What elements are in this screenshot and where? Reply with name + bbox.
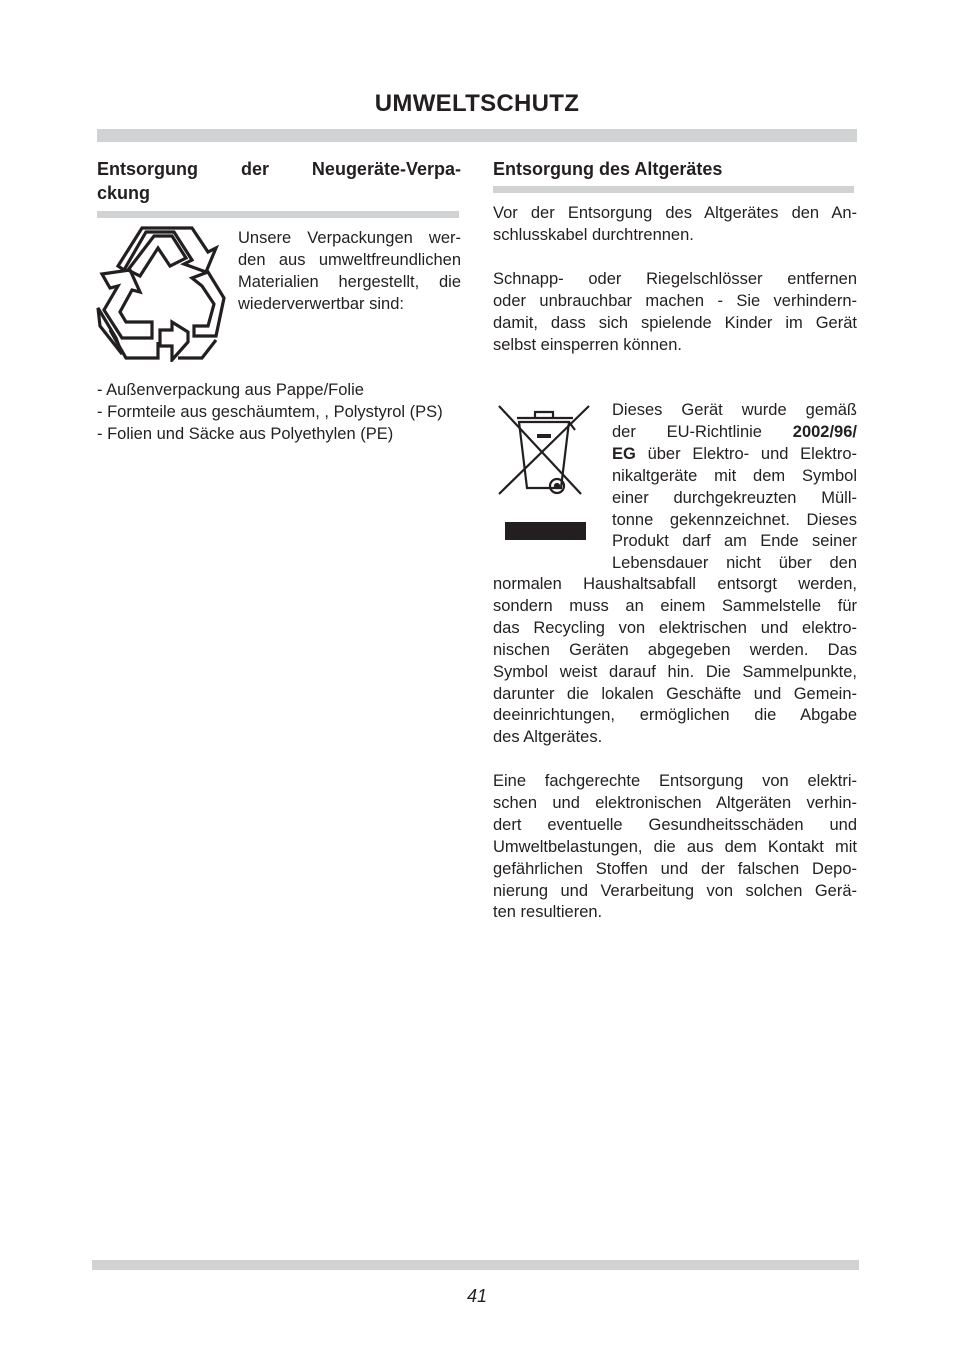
- weee-eg-line: [612, 444, 857, 466]
- para-line: Produkt darf am Ende seiner: [612, 532, 857, 551]
- para-line: Schnapp- oder Riegelschlösser entfernen: [493, 270, 857, 288]
- para-line: einer durchgekreuzten Müll-: [612, 488, 857, 507]
- left-heading-line-2: ckung: [97, 183, 151, 203]
- para-line: ten resultieren.: [493, 903, 603, 922]
- left-heading-line-1: Entsorgung der Neugeräte-Verpa-: [97, 159, 461, 179]
- para-line: dert eventuelle Gesundheitsschäden und: [493, 815, 857, 834]
- recycling-symbol-icon: [96, 226, 226, 362]
- para-line: Eine fachgerechte Entsorgung von elektri-: [493, 772, 857, 790]
- list-item: - Außenverpackung aus Pappe/Folie: [97, 381, 364, 399]
- left-heading: [97, 157, 461, 205]
- left-intro-line: den aus umweltfreundlichen: [238, 250, 461, 269]
- para-line: nierung und Verarbeitung von solchen Gerä-: [493, 881, 857, 900]
- left-intro-line: Unsere Verpackungen wer-: [238, 229, 461, 247]
- weee-text-continued: [493, 574, 857, 749]
- para-line: über Elektro- und Elektro-: [647, 444, 857, 463]
- para-line: deeinrichtungen, ermöglichen die Abgabe: [493, 706, 857, 725]
- list-item: - Folien und Säcke aus Polyethylen (PE): [97, 424, 394, 443]
- para-line: schen und elektronischen Altgeräten verhin-: [493, 793, 857, 812]
- para-line: Umweltbelastungen, die aus dem Kontakt mit: [493, 837, 857, 856]
- right-heading-rule: [493, 186, 854, 193]
- para-line: nischen Geräten abgegeben werden. Das: [493, 640, 857, 659]
- footer-rule: [92, 1260, 859, 1270]
- para-line: Lebensdauer nicht über den: [612, 554, 857, 573]
- para-line: gefährlichen Stoffen und der falschen Depo-: [493, 859, 857, 878]
- directive-number: 2002/96/: [792, 422, 857, 441]
- para-line: sondern muss an einem Sammelstelle für: [493, 596, 857, 615]
- left-intro: [238, 228, 461, 316]
- page-title: UMWELTSCHUTZ: [374, 90, 580, 117]
- weee-text: [612, 400, 857, 575]
- directive-suffix: EG: [612, 444, 636, 463]
- title-rule: [97, 129, 857, 142]
- para-line: selbst einsperren können.: [493, 335, 682, 354]
- right-para-2: [493, 269, 857, 357]
- crossed-out-wheelie-bin-icon: [495, 400, 593, 544]
- left-intro-line: Materialien hergestellt, die: [238, 272, 461, 291]
- weee-directive-line: [612, 422, 857, 444]
- right-para-4: [493, 771, 857, 924]
- para-line: schlusskabel durchtrennen.: [493, 225, 694, 244]
- para-line: normalen Haushaltsabfall entsorgt werden,: [493, 575, 857, 593]
- para-line: darunter die lokalen Geschäfte und Gemein-: [493, 684, 857, 703]
- right-para-1: [493, 203, 857, 247]
- left-heading-rule: [97, 211, 459, 218]
- para-line: tonne gekennzeichnet. Dieses: [612, 510, 857, 529]
- para-line: Symbol weist darauf hin. Die Sammelpunkte,: [493, 662, 857, 681]
- left-intro-line: wiederverwertbar sind:: [238, 294, 404, 313]
- list-item: - Formteile aus geschäumtem, , Polystyrol (PS): [97, 402, 443, 421]
- para-line: der EU-Richtlinie: [612, 422, 762, 441]
- para-line: Vor der Entsorgung des Altgerätes den An-: [493, 204, 857, 222]
- left-material-list: [97, 380, 461, 446]
- para-line: des Altgerätes.: [493, 728, 603, 747]
- para-line: das Recycling von elektrischen und elektro-: [493, 618, 857, 637]
- para-line: nikaltgeräte mit dem Symbol: [612, 466, 857, 485]
- page-number: 41: [466, 1286, 488, 1306]
- right-heading: Entsorgung des Altgerätes: [493, 159, 723, 179]
- para-line: Dieses Gerät wurde gemäß: [612, 401, 857, 419]
- para-line: damit, dass sich spielende Kinder im Gerät: [493, 313, 857, 332]
- para-line: oder unbrauchbar machen - Sie verhindern-: [493, 291, 857, 310]
